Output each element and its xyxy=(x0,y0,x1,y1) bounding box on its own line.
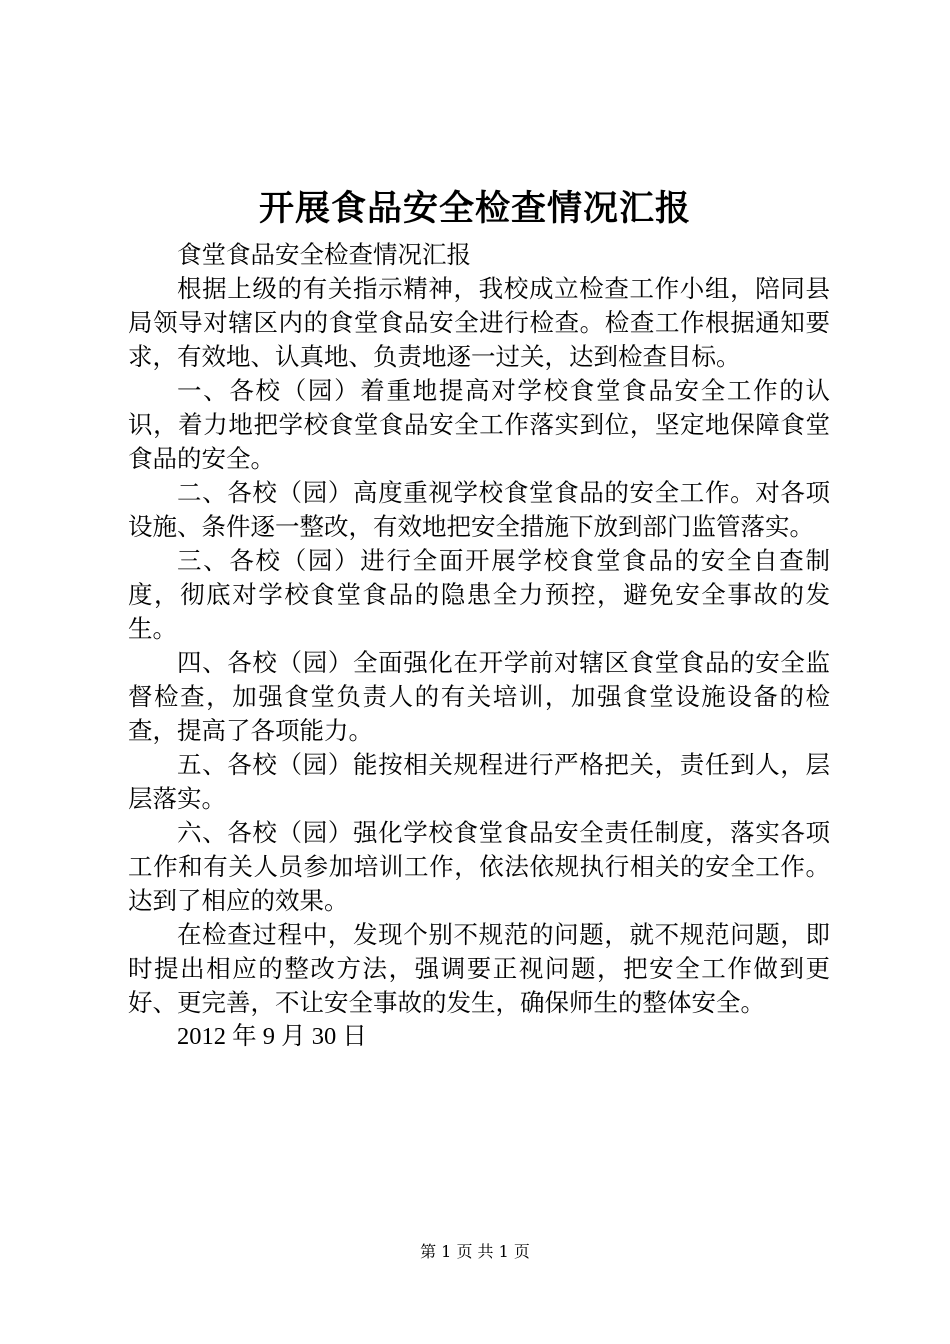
paragraph-item-2: 二、各校（园）高度重视学校食堂食品的安全工作。对各项设施、条件逐一整改，有效地把安全措施下放到部门监管落实。 xyxy=(128,478,830,541)
page-footer: 第 1 页 共 1 页 xyxy=(420,1242,530,1261)
paragraph-subtitle: 食堂食品安全检查情况汇报 xyxy=(177,240,471,269)
paragraph-conclusion: 在检查过程中，发现个别不规范的问题，就不规范问题，即时提出相应的整改方法，强调要正视问题，把安全工作做到更好、更完善，不让安全事故的发生，确保师生的整体安全。 xyxy=(128,920,830,1017)
paragraph-intro: 根据上级的有关指示精神，我校成立检查工作小组，陪同县局领导对辖区内的食堂食品安全进行检查。检查工作根据通知要求，有效地、认真地、负责地逐一过关，达到检查目标。 xyxy=(128,274,830,371)
document-body xyxy=(128,238,830,1054)
paragraph-item-3: 三、各校（园）进行全面开展学校食堂食品的安全自查制度，彻底对学校食堂食品的隐患全力预控，避免安全事故的发生。 xyxy=(128,546,830,643)
paragraph-item-1: 一、各校（园）着重地提高对学校食堂食品安全工作的认识，着力地把学校食堂食品安全工作落实到位，坚定地保障食堂食品的安全。 xyxy=(128,376,830,473)
paragraph-item-4: 四、各校（园）全面强化在开学前对辖区食堂食品的安全监督检查，加强食堂负责人的有关培训，加强食堂设施设备的检查，提高了各项能力。 xyxy=(128,648,830,745)
paragraph-item-5: 五、各校（园）能按相关规程进行严格把关，责任到人，层层落实。 xyxy=(128,750,830,813)
paragraph-item-6: 六、各校（园）强化学校食堂食品安全责任制度，落实各项工作和有关人员参加培训工作，依法依规执行相关的安全工作。达到了相应的效果。 xyxy=(128,818,830,915)
document-date: 2012 年 9 月 30 日 xyxy=(177,1023,367,1050)
document-title: 开展食品安全检查情况汇报 xyxy=(258,188,691,229)
